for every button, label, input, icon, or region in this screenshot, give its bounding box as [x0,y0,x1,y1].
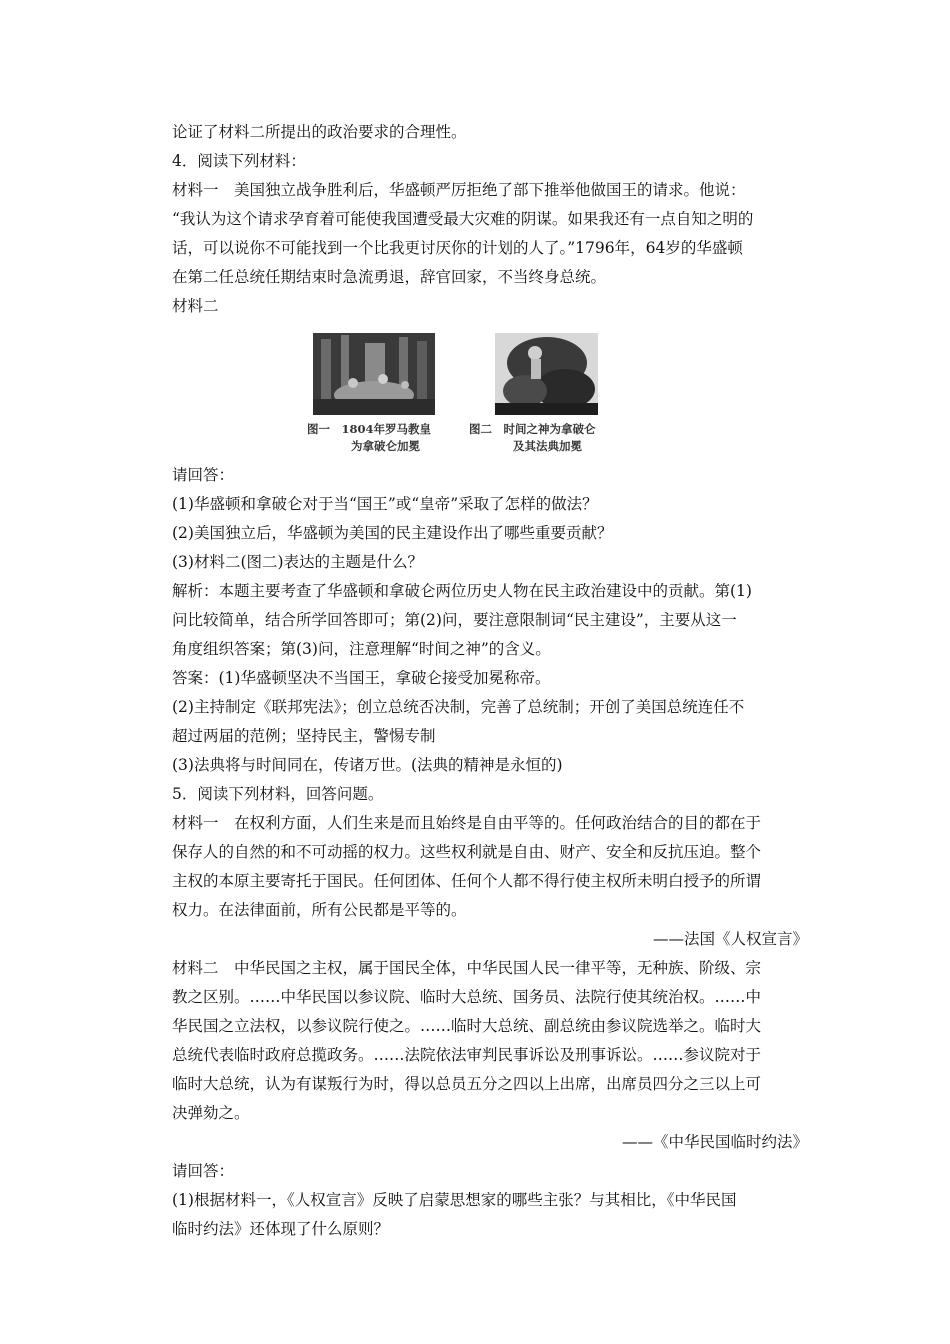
text-line: (2)美国独立后，华盛顿为美国的民主建设作出了哪些重要贡献？ [172,524,613,542]
text-line: 请回答： [172,466,235,484]
text-line: 临时大总统，认为有谋叛行为时，得以总员五分之四以上出席，出席员四分之三以上可 [172,1075,762,1093]
text-line: (1)根据材料一，《人权宣言》反映了启蒙思想家的哪些主张？与其相比，《中华民国 [172,1191,737,1209]
text-line: 答案：(1)华盛顿坚决不当国王，拿破仑接受加冕称帝。 [172,669,551,687]
material-label: 材料二 [172,297,219,315]
text-line: 教之区别。……中华民国以参议院、临时大总统、国务员、法院行使其统治权。……中 [172,988,762,1006]
source-citation: ——《中华民国临时约法》 [621,1133,808,1151]
text-line: (3)法典将与时间同在，传诸万世。(法典的精神是永恒的) [172,756,563,774]
text-line: 话，可以说你不可能找到一个比我更讨厌你的计划的人了。”1796年，64岁的华盛顿 [172,239,743,257]
text-line: (2)主持制定《联邦宪法》；创立总统否决制，完善了总统制；开创了美国总统连任不 [172,698,745,716]
source-citation: ——法国《人权宣言》 [652,930,808,948]
text-line: 保存人的自然的和不可动摇的权力。这些权利就是自由、财产、安全和反抗压迫。整个 [172,843,762,861]
text-line: 问比较简单，结合所学回答即可；第(2)问，要注意限制词“民主建设”，主要从这一 [172,611,737,629]
document-page [172,118,808,1244]
text-line: 材料一 美国独立战争胜利后，华盛顿严厉拒绝了部下推举他做国王的请求。他说： [172,181,746,199]
caption-2-line-2: 及其法典加冕 [513,439,582,453]
text-line: “我认为这个请求孕育着可能使我国遭受最大灾难的阴谋。如果我还有一点自知之明的 [172,210,754,228]
text-line: 请回答： [172,1162,235,1180]
text-line: 角度组织答案；第(3)问，注意理解“时间之神”的含义。 [172,640,551,658]
text-line: 总统代表临时政府总揽政务。……法院依法审判民事诉讼及刑事诉讼。……参议院对于 [172,1046,762,1064]
text-line: 在第二任总统任期结束时急流勇退，辞官回家，不当终身总统。 [172,268,607,286]
question-heading: 5．阅读下列材料，回答问题。 [172,785,384,803]
caption-2-line-1: 图二 时间之神为拿破仑 [469,422,596,436]
text-line: 论证了材料二所提出的政治要求的合理性。 [172,123,467,141]
text-line: (1)华盛顿和拿破仑对于当“国王”或“皇帝”采取了怎样的做法？ [172,495,598,513]
figure-images [172,327,808,457]
time-god-image [495,333,598,415]
coronation-image [313,333,435,415]
text-line: 权力。在法律面前，所有公民都是平等的。 [172,901,467,919]
figure-caption-2 [469,421,596,455]
question-heading: 4．阅读下列材料： [172,152,306,170]
text-line: 决弹劾之。 [172,1104,250,1122]
text-line: 解析：本题主要考查了华盛顿和拿破仑两位历史人物在民主政治建设中的贡献。第(1) [172,582,752,600]
text-line: (3)材料二(图二)表达的主题是什么？ [172,553,424,571]
text-line: 主权的本原主要寄托于国民。任何团体、任何个人都不得行使主权所未明白授予的所谓 [172,872,762,890]
caption-1-line-2: 为拿破仑加冕 [351,439,420,453]
text-line: 超过两届的范例；坚持民主，警惕专制 [172,727,436,745]
text-line: 华民国之立法权，以参议院行使之。……临时大总统、副总统由参议院选举之。临时大 [172,1017,762,1035]
caption-1-line-1: 图一 1804年罗马教皇 [307,422,432,436]
text-line: 临时约法》还体现了什么原则？ [172,1220,390,1238]
figure-caption-1 [307,421,431,455]
text-line: 材料二 中华民国之主权，属于国民全体，中华民国人民一律平等，无种族、阶级、宗 [172,959,762,977]
text-line: 材料一 在权利方面，人们生来是而且始终是自由平等的。任何政治结合的目的都在于 [172,814,762,832]
